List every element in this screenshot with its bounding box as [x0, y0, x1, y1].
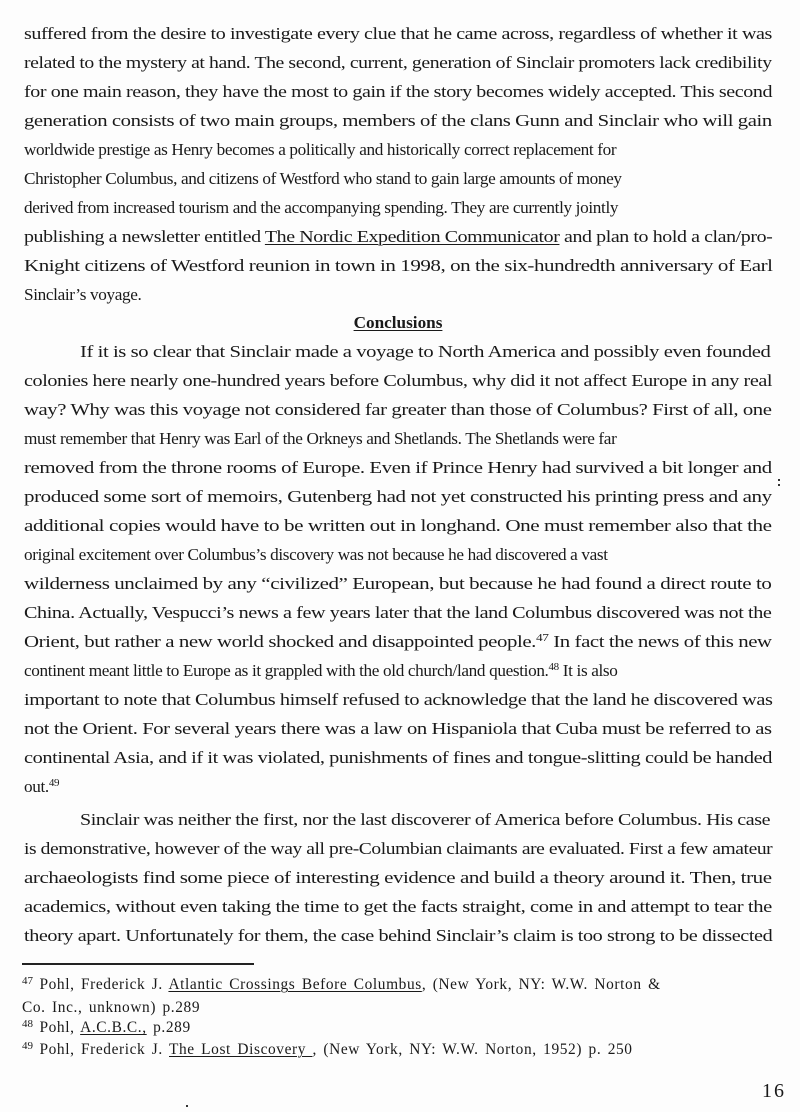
footnote-47: [22, 976, 661, 994]
body-line: academics, without even taking the time to get the facts straight, come in and attempt to tear the: [24, 897, 772, 916]
footnote-book-title: Atlantic Crossings Before Columbus: [168, 976, 422, 993]
footnote-number: 49: [22, 1040, 33, 1052]
body-line: way? Why was this voyage not considered far greater than those of Columbus? First of all, one: [24, 400, 772, 419]
body-line: colonies here nearly one-hundred years before Columbus, why did it not affect Europe in any real: [24, 371, 773, 390]
body-line: related to the mystery at hand. The second, current, generation of Sinclair promoters lack credibility: [24, 53, 772, 72]
scan-speck: [778, 484, 780, 486]
body-line: theory apart. Unfortunately for them, the case behind Sinclair’s claim is too strong to be dissected: [24, 926, 773, 945]
body-line: important to note that Columbus himself refused to acknowledge that the land he discovered was: [24, 690, 773, 709]
footnote-number: 48: [22, 1018, 33, 1030]
body-text: In fact the news of this new: [548, 632, 772, 651]
body-line: [24, 661, 618, 681]
body-line: produced some sort of memoirs, Gutenberg had not yet constructed his printing press and any: [24, 487, 772, 506]
footnote-text: p.289: [146, 1019, 191, 1036]
footnote-book-title: The Lost Discovery: [169, 1041, 313, 1058]
body-line: worldwide prestige as Henry becomes a politically and historically correct replacement for: [24, 140, 617, 159]
body-text: and plan to hold a clan/pro-: [559, 227, 773, 246]
page-number: 16: [762, 1080, 786, 1102]
body-line: Christopher Columbus, and citizens of Westford who stand to gain large amounts of money: [24, 169, 622, 188]
body-line: original excitement over Columbus’s discovery was not because he had discovered a vast: [24, 545, 608, 564]
section-heading: [0, 313, 800, 333]
footnote-text: Pohl, Frederick J.: [39, 1041, 169, 1058]
footnote-number: 47: [22, 975, 33, 987]
body-line: [24, 632, 772, 652]
footnote-text: Pohl, Frederick J.: [39, 976, 169, 993]
footnote-text: Pohl,: [39, 1019, 81, 1036]
body-line: Sinclair was neither the first, nor the last discoverer of America before Columbus. His case: [80, 810, 771, 829]
footnote-book-title: A.C.B.C.,: [80, 1019, 147, 1036]
body-line: derived from increased tourism and the accompanying spending. They are currently jointly: [24, 198, 619, 217]
body-text: It is also: [558, 661, 618, 680]
body-line: Knight citizens of Westford reunion in town in 1998, on the six-hundredth anniversary of Earl: [24, 256, 773, 275]
footnote-separator: [22, 963, 254, 965]
footnote-ref: 49: [48, 777, 60, 789]
body-line: generation consists of two main groups, members of the clans Gunn and Sinclair who will gain: [24, 111, 772, 130]
body-text: continent meant little to Europe as it grappled with the old church/land question.: [24, 661, 549, 680]
body-line: archaeologists find some piece of interesting evidence and build a theory around it. Then, true: [24, 868, 772, 887]
section-heading-text: Conclusions: [353, 313, 443, 332]
body-line: China. Actually, Vespucci’s news a few years later that the land Columbus discovered was not the: [24, 603, 772, 622]
body-line: is demonstrative, however of the way all pre-Columbian claimants are evaluated. First a few amateur: [24, 839, 773, 858]
scan-speck: [186, 1105, 188, 1107]
body-line: additional copies would have to be written out in longhand. One must remember also that the: [24, 516, 772, 535]
body-line: removed from the throne rooms of Europe. Even if Prince Henry had survived a bit longer and: [24, 458, 772, 477]
body-line: must remember that Henry was Earl of the Orkneys and Shetlands. The Shetlands were far: [24, 429, 617, 448]
body-line: [24, 227, 772, 247]
body-text: Orient, but rather a new world shocked and disappointed people.: [24, 632, 536, 651]
footnote-text: , (New York, NY: W.W. Norton, 1952) p. 250: [312, 1041, 633, 1058]
footnote-48: [22, 1019, 191, 1037]
footnote-text: , (New York, NY: W.W. Norton &: [421, 976, 661, 993]
scan-speck: [778, 479, 780, 481]
footnote-49: [22, 1041, 633, 1059]
body-line: for one main reason, they have the most to gain if the story becomes widely accepted. This second: [24, 82, 773, 101]
body-line: Sinclair’s voyage.: [24, 285, 142, 304]
body-text: publishing a newsletter entitled: [24, 227, 265, 246]
body-line: [24, 777, 59, 797]
body-text: out.: [24, 777, 49, 796]
body-line: continental Asia, and if it was violated, punishments of fines and tongue-slitting could be handed: [24, 748, 773, 767]
footnote-47-continuation: Co. Inc., unknown) p.289: [22, 999, 201, 1016]
body-line: suffered from the desire to investigate every clue that he came across, regardless of whether it was: [24, 24, 772, 43]
footnote-ref: 48: [548, 661, 559, 673]
footnote-ref: 47: [535, 632, 549, 644]
body-line: If it is so clear that Sinclair made a voyage to North America and possibly even founded: [80, 342, 771, 361]
body-line: not the Orient. For several years there was a law on Hispaniola that Cuba must be referred to as: [24, 719, 772, 738]
newsletter-title: The Nordic Expedition Communicator: [264, 227, 560, 246]
body-line: wilderness unclaimed by any “civilized” European, but because he had found a direct route to: [24, 574, 772, 593]
